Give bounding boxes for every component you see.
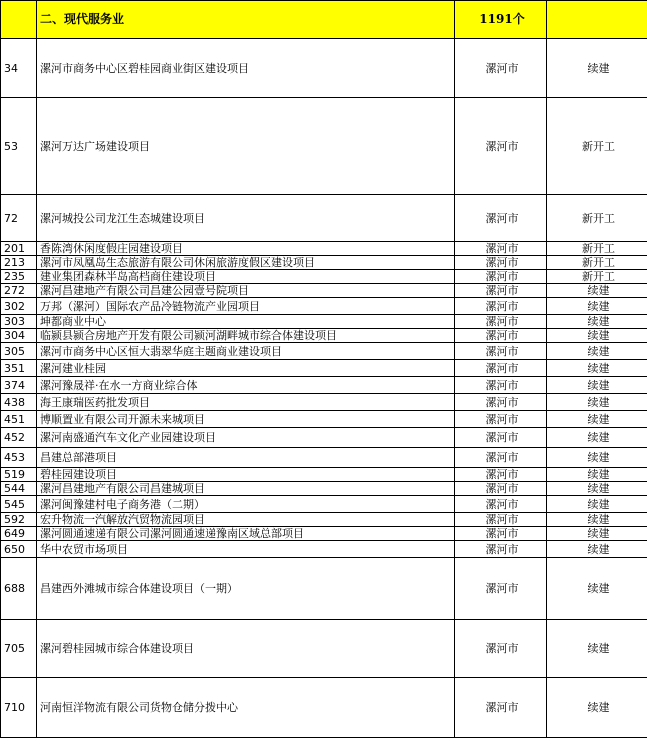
table-row xyxy=(1,428,647,448)
project-city: 漯河市 xyxy=(455,468,547,482)
table-row xyxy=(1,558,647,620)
project-status: 续建 xyxy=(547,448,647,468)
project-number: 705 xyxy=(1,620,37,678)
table-row xyxy=(1,195,647,242)
project-name: 漯河建业桂园 xyxy=(37,360,455,377)
table-row xyxy=(1,620,647,678)
project-name: 万邦（漯河）国际农产品冷链物流产业园项目 xyxy=(37,298,455,315)
project-name: 宏升物流一汽解放汽贸物流园项目 xyxy=(37,513,455,527)
project-name: 漯河城投公司龙江生态城建设项目 xyxy=(37,195,455,242)
project-name: 漯河圆通速递有限公司漯河圆通速递豫南区域总部项目 xyxy=(37,527,455,541)
project-status: 续建 xyxy=(547,527,647,541)
project-status: 新开工 xyxy=(547,98,647,195)
project-city: 漯河市 xyxy=(455,377,547,394)
project-status: 续建 xyxy=(547,428,647,448)
project-city: 漯河市 xyxy=(455,256,547,270)
project-name: 海王康瑞医药批发项目 xyxy=(37,394,455,411)
project-status: 续建 xyxy=(547,411,647,428)
project-name: 漯河碧桂园城市综合体建设项目 xyxy=(37,620,455,678)
project-number: 519 xyxy=(1,468,37,482)
table-row xyxy=(1,541,647,558)
project-number: 34 xyxy=(1,39,37,98)
table-row xyxy=(1,315,647,329)
project-number: 302 xyxy=(1,298,37,315)
table-row xyxy=(1,360,647,377)
project-name: 漯河南盛通汽车文化产业园建设项目 xyxy=(37,428,455,448)
table-row xyxy=(1,448,647,468)
table-row xyxy=(1,482,647,496)
project-name: 漯河昌建地产有限公司昌建城项目 xyxy=(37,482,455,496)
table-row xyxy=(1,98,647,195)
project-number: 451 xyxy=(1,411,37,428)
project-name: 昌建西外滩城市综合体建设项目（一期） xyxy=(37,558,455,620)
project-name: 华中农贸市场项目 xyxy=(37,541,455,558)
project-number: 303 xyxy=(1,315,37,329)
table-row xyxy=(1,270,647,284)
project-number: 452 xyxy=(1,428,37,448)
project-name: 漯河昌建地产有限公司昌建公园壹号院项目 xyxy=(37,284,455,298)
project-name: 漯河市凤凰岛生态旅游有限公司休闲旅游度假区建设项目 xyxy=(37,256,455,270)
project-number: 304 xyxy=(1,329,37,343)
table-row xyxy=(1,678,647,738)
table-row xyxy=(1,298,647,315)
project-city: 漯河市 xyxy=(455,678,547,738)
project-number: 688 xyxy=(1,558,37,620)
project-status: 续建 xyxy=(547,39,647,98)
project-number: 592 xyxy=(1,513,37,527)
project-city: 漯河市 xyxy=(455,329,547,343)
category-title: 二、现代服务业 xyxy=(37,1,455,39)
project-number: 72 xyxy=(1,195,37,242)
project-status: 续建 xyxy=(547,678,647,738)
table-row xyxy=(1,39,647,98)
project-status: 续建 xyxy=(547,482,647,496)
project-status: 新开工 xyxy=(547,256,647,270)
project-number: 649 xyxy=(1,527,37,541)
table-row xyxy=(1,343,647,360)
project-number: 650 xyxy=(1,541,37,558)
project-number: 235 xyxy=(1,270,37,284)
project-city: 漯河市 xyxy=(455,558,547,620)
project-number: 710 xyxy=(1,678,37,738)
project-name: 河南恒洋物流有限公司货物仓储分拨中心 xyxy=(37,678,455,738)
project-status: 续建 xyxy=(547,343,647,360)
project-name: 建业集团森林半岛高档商住建设项目 xyxy=(37,270,455,284)
project-city: 漯河市 xyxy=(455,343,547,360)
project-number: 453 xyxy=(1,448,37,468)
project-table-body xyxy=(1,1,647,738)
project-status: 续建 xyxy=(547,620,647,678)
table-row xyxy=(1,242,647,256)
project-name: 漯河市商务中心区恒大翡翠华庭主题商业建设项目 xyxy=(37,343,455,360)
project-number: 213 xyxy=(1,256,37,270)
project-city: 漯河市 xyxy=(455,394,547,411)
project-city: 漯河市 xyxy=(455,496,547,513)
project-number: 201 xyxy=(1,242,37,256)
project-city: 漯河市 xyxy=(455,360,547,377)
project-status: 续建 xyxy=(547,284,647,298)
project-status: 续建 xyxy=(547,541,647,558)
project-city: 漯河市 xyxy=(455,428,547,448)
project-city: 漯河市 xyxy=(455,620,547,678)
project-status: 新开工 xyxy=(547,270,647,284)
project-city: 漯河市 xyxy=(455,98,547,195)
project-status: 续建 xyxy=(547,315,647,329)
project-status: 续建 xyxy=(547,360,647,377)
project-city: 漯河市 xyxy=(455,513,547,527)
project-status: 续建 xyxy=(547,558,647,620)
table-row xyxy=(1,468,647,482)
project-number: 351 xyxy=(1,360,37,377)
project-city: 漯河市 xyxy=(455,39,547,98)
project-city: 漯河市 xyxy=(455,315,547,329)
table-row xyxy=(1,256,647,270)
project-city: 漯河市 xyxy=(455,541,547,558)
project-number: 438 xyxy=(1,394,37,411)
table-row xyxy=(1,411,647,428)
project-status: 续建 xyxy=(547,468,647,482)
project-number: 272 xyxy=(1,284,37,298)
project-number: 53 xyxy=(1,98,37,195)
table-row xyxy=(1,329,647,343)
project-status: 新开工 xyxy=(547,242,647,256)
project-name: 漯河豫晟祥·在水一方商业综合体 xyxy=(37,377,455,394)
project-name: 昌建总部港项目 xyxy=(37,448,455,468)
project-name: 漯河闽豫建村电子商务港（二期） xyxy=(37,496,455,513)
project-name: 临颍县颍合房地产开发有限公司颍河湖畔城市综合体建设项目 xyxy=(37,329,455,343)
project-status: 新开工 xyxy=(547,195,647,242)
category-header-row xyxy=(1,1,647,39)
project-name: 碧桂园建设项目 xyxy=(37,468,455,482)
project-city: 漯河市 xyxy=(455,482,547,496)
project-number: 544 xyxy=(1,482,37,496)
project-status: 续建 xyxy=(547,329,647,343)
project-number: 305 xyxy=(1,343,37,360)
table-row xyxy=(1,284,647,298)
project-city: 漯河市 xyxy=(455,270,547,284)
table-row xyxy=(1,513,647,527)
project-name: 博顺置业有限公司开源未来城项目 xyxy=(37,411,455,428)
project-name: 漯河万达广场建设项目 xyxy=(37,98,455,195)
project-city: 漯河市 xyxy=(455,411,547,428)
header-status-cell xyxy=(547,1,647,39)
project-city: 漯河市 xyxy=(455,284,547,298)
project-number: 545 xyxy=(1,496,37,513)
table-row xyxy=(1,496,647,513)
project-name: 坤都商业中心 xyxy=(37,315,455,329)
project-city: 漯河市 xyxy=(455,448,547,468)
project-name: 漯河市商务中心区碧桂园商业街区建设项目 xyxy=(37,39,455,98)
table-row xyxy=(1,394,647,411)
project-status: 续建 xyxy=(547,394,647,411)
project-city: 漯河市 xyxy=(455,242,547,256)
category-count: 1191个 xyxy=(455,1,547,39)
project-status: 续建 xyxy=(547,298,647,315)
project-city: 漯河市 xyxy=(455,195,547,242)
project-status: 续建 xyxy=(547,496,647,513)
project-city: 漯河市 xyxy=(455,527,547,541)
header-num-cell xyxy=(1,1,37,39)
project-city: 漯河市 xyxy=(455,298,547,315)
project-name: 香陈湾休闲度假庄园建设项目 xyxy=(37,242,455,256)
project-number: 374 xyxy=(1,377,37,394)
project-status: 续建 xyxy=(547,377,647,394)
table-row xyxy=(1,527,647,541)
project-status: 续建 xyxy=(547,513,647,527)
table-row xyxy=(1,377,647,394)
